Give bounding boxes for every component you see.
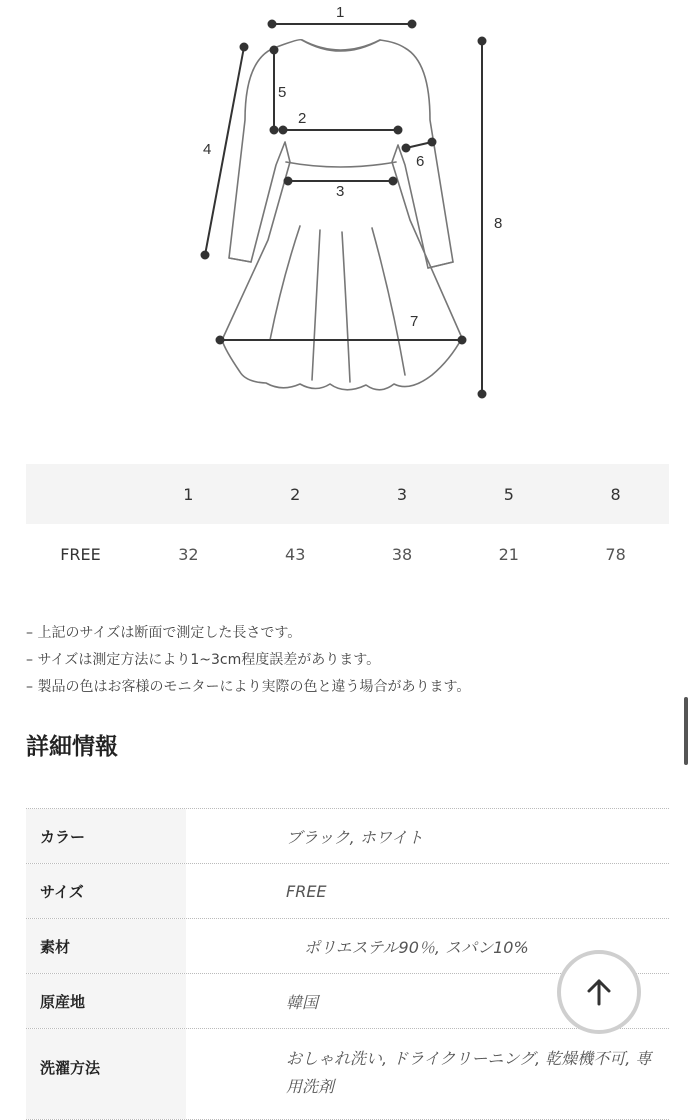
- size-table-header-cell: 8: [610, 484, 621, 504]
- size-table-header-cell: 3: [396, 484, 408, 504]
- cuff-right: [428, 262, 453, 268]
- measure-label-3: 3: [336, 183, 345, 200]
- detail-value: FREE: [286, 881, 327, 901]
- size-table-header-cell: 2: [290, 484, 301, 504]
- detail-label: サイズ: [26, 864, 186, 918]
- size-notes: [26, 620, 470, 701]
- detail-value: ポリエステル90％, スパン10%: [304, 937, 529, 957]
- detail-row-size: [26, 864, 669, 919]
- size-value-cell: 78: [605, 544, 626, 564]
- size-table-header-row: [26, 464, 669, 524]
- size-value-cell: 21: [498, 544, 519, 564]
- size-table-header-cell: 1: [183, 484, 194, 504]
- measure-label-6: 6: [416, 153, 425, 170]
- detail-row-color: [26, 809, 669, 864]
- skirt-fold-right: [372, 228, 405, 375]
- measure-label-5: 5: [278, 84, 287, 101]
- note-line: – 上記のサイズは断面で測定した長さです。: [26, 625, 302, 641]
- note-line: – 製品の色はお客様のモニターにより実際の色と違う場合があります。: [26, 679, 471, 695]
- detail-label: 素材: [26, 919, 186, 973]
- details-title: 詳細情報: [26, 734, 118, 760]
- size-name-cell: FREE: [60, 544, 101, 564]
- size-value-cell: 43: [285, 544, 306, 564]
- neckline: [302, 40, 380, 50]
- measure-label-1: 1: [336, 4, 345, 21]
- size-value-cell: 38: [391, 544, 413, 564]
- measure-label-7: 7: [410, 313, 419, 330]
- skirt-fold-left: [270, 226, 300, 340]
- detail-label: 原産地: [26, 974, 186, 1028]
- waist-seam: [286, 162, 396, 167]
- scrollbar-thumb[interactable]: [684, 697, 688, 765]
- size-table-header-cell: [26, 464, 135, 524]
- scroll-to-top-button[interactable]: [557, 950, 641, 1034]
- measure-label-8: 8: [494, 215, 503, 232]
- detail-value: 韓国: [286, 992, 319, 1012]
- detail-value: ブラック, ホワイト: [286, 827, 424, 847]
- size-value-cell: 32: [178, 544, 199, 564]
- arrow-up-icon: [584, 976, 614, 1008]
- note-line: – サイズは測定方法により1~3cm程度誤差があります。: [26, 652, 381, 668]
- skirt-fold-center: [342, 232, 350, 382]
- dress-outline: [222, 40, 462, 390]
- skirt-fold-center-left: [312, 230, 320, 380]
- detail-label: カラー: [26, 809, 186, 863]
- measure-label-2: 2: [298, 110, 307, 127]
- size-table: [26, 464, 669, 584]
- size-table-header-cell: 5: [503, 484, 514, 504]
- cuff-left: [229, 258, 251, 262]
- size-diagram: [0, 0, 696, 430]
- table-row: [26, 524, 669, 584]
- measure-label-4: 4: [203, 141, 212, 158]
- detail-value: おしゃれ洗い, ドライクリーニング, 乾燥機不可, 専用洗剤: [286, 1049, 652, 1096]
- detail-label: 洗濯方法: [26, 1029, 186, 1119]
- detail-row-washing: [26, 1029, 669, 1120]
